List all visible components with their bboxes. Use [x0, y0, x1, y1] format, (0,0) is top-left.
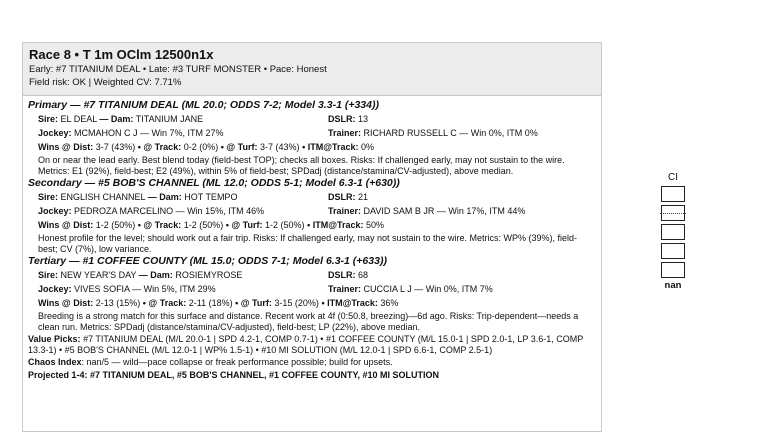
dslr-label: DSLR: — [328, 114, 356, 124]
itm-track-label: • ITM@Track: — [302, 142, 359, 152]
projected-label: Projected 1-4: — [28, 369, 88, 380]
jockey-value: MCMAHON C J — Win 7%, ITM 27% — [74, 128, 224, 138]
wins-turf-label: • @ Turf: — [220, 142, 258, 152]
wins-turf-value: 3-7 (43%) — [260, 142, 300, 152]
ci-label: CI — [668, 172, 678, 183]
itm-track-label: • ITM@Track: — [307, 220, 364, 230]
dslr-value: 21 — [358, 192, 369, 202]
wins-turf-label: • @ Turf: — [235, 298, 272, 308]
ci-widget — [658, 172, 688, 291]
value-picks-label: Value Picks: — [28, 334, 81, 344]
trainer-value: CUCCIA L J — Win 0%, ITM 7% — [363, 284, 493, 294]
wins-track-label: • @ Track: — [137, 142, 182, 152]
sire-label: Sire: — [38, 270, 59, 280]
race-title: Race 8 • T 1m OClm 12500n1x — [29, 47, 214, 62]
itm-track-value: 36% — [380, 298, 399, 308]
wins-turf-label: • @ Turf: — [225, 220, 263, 230]
race-header — [23, 43, 601, 96]
trainer-value: DAVID SAM B JR — Win 17%, ITM 44% — [363, 206, 526, 216]
dslr-label: DSLR: — [328, 270, 356, 280]
jockey-value: VIVES SOFIA — Win 5%, ITM 29% — [74, 284, 216, 294]
value-picks-text: #7 TITANIUM DEAL (M/L 20.0-1 | SPD 4.2-1, COMP 0.7-1) • #1 COFFEE COUNTY (M/L 15.0-1 | SPD 2.0-1, LP 3.6-1, COMP 13.3-1) • #5 BOB'S CHANNEL (M/L 12.0-1 | WP% 1.5-1) • #10 MI SOLUTION (M/L 12.0-1 | SPD 6.6-1, COMP 2.5-1) — [28, 334, 584, 355]
wins-turf-value: 3-15 (20%) — [274, 298, 319, 308]
dslr-cell — [328, 190, 368, 204]
connections-row — [38, 126, 596, 140]
itm-track-label: • ITM@Track: — [321, 298, 378, 308]
projected-order — [28, 370, 596, 381]
pick-note: On or near the lead early. Best blend today (field-best TOP); checks all boxes. Risks: If challenged early, may not sustain to the wire. Metrics: E1 (92%), field-best; E2 (49%), within 5% of field-best; SPDadj (distance/stamina/CV-adjusted), above median. — [38, 155, 565, 176]
sire-value: NEW YEAR'S DAY — [60, 270, 137, 280]
field-risk: Field risk: OK | Weighted CV: 7.71% — [29, 77, 182, 88]
pick-note: Breeding is a strong match for this surface and distance. Recent work at 4f (0:50.8, breezing)—6d ago. Risks: Trip-dependent—needs a clean run. Metrics: SPDadj (distance/stamina/CV-adjusted), field-best; LP (22%), above median. — [38, 311, 579, 332]
jockey-value: PEDROZA MARCELINO — Win 15%, ITM 46% — [74, 206, 265, 216]
ci-box — [661, 224, 685, 240]
pedigree-row — [38, 190, 596, 204]
dslr-label: DSLR: — [328, 192, 356, 202]
ci-box — [661, 205, 685, 221]
wins-dist-value: 3-7 (43%) — [95, 142, 136, 152]
trainer-cell — [328, 126, 538, 140]
trainer-cell — [328, 204, 525, 218]
dslr-cell — [328, 112, 368, 126]
dam-label: — Dam: — [99, 114, 134, 124]
wins-dist-value: 1-2 (50%) — [95, 220, 136, 230]
projected-text: #7 TITANIUM DEAL, #5 BOB'S CHANNEL, #1 COFFEE COUNTY, #10 MI SOLUTION — [87, 369, 440, 380]
sire-value: EL DEAL — [60, 114, 97, 124]
wins-track-label: • @ Track: — [142, 298, 187, 308]
pick-block — [28, 177, 596, 254]
wins-turf-value: 1-2 (50%) — [265, 220, 305, 230]
chaos-label: Chaos Index — [28, 357, 82, 367]
sire-label: Sire: — [38, 192, 59, 202]
pick-heading: Secondary — #5 BOB'S CHANNEL (ML 12.0; ODDS 5-1; Model 6.3-1 (+630)) — [28, 177, 400, 189]
pace-summary: Early: #7 TITANIUM DEAL • Late: #3 TURF MONSTER • Pace: Honest — [29, 64, 327, 75]
ci-value: nan — [664, 280, 682, 291]
wins-dist-label: Wins @ Dist: — [38, 298, 94, 308]
ci-box — [661, 186, 685, 202]
pick-block — [28, 99, 596, 176]
ci-box — [661, 262, 685, 278]
itm-track-value: 0% — [361, 142, 375, 152]
dam-label: — Dam: — [147, 192, 182, 202]
trainer-cell — [328, 282, 493, 296]
trainer-label: Trainer: — [328, 128, 362, 138]
chaos-text: : nan/5 — wild—pace collapse or freak performance possible; build for upsets. — [81, 357, 393, 367]
wins-dist-value: 2-13 (15%) — [95, 298, 141, 308]
wins-track-label: • @ Track: — [137, 220, 182, 230]
dslr-value: 68 — [358, 270, 369, 280]
jockey-label: Jockey: — [38, 128, 72, 138]
chaos-index — [28, 357, 596, 368]
trainer-value: RICHARD RUSSELL C — Win 0%, ITM 0% — [363, 128, 538, 138]
dam-value: ROSIEMYROSE — [175, 270, 243, 280]
pedigree-row — [38, 112, 596, 126]
wins-track-value: 2-11 (18%) — [188, 298, 233, 308]
wins-dist-label: Wins @ Dist: — [38, 142, 94, 152]
wins-row — [38, 140, 596, 154]
wins-dist-label: Wins @ Dist: — [38, 220, 94, 230]
pedigree-row — [38, 268, 596, 282]
pick-block — [28, 255, 596, 332]
ci-box — [661, 243, 685, 259]
race-card — [22, 42, 602, 432]
pick-heading: Primary — #7 TITANIUM DEAL (ML 20.0; ODDS 7-2; Model 3.3-1 (+334)) — [28, 99, 379, 111]
connections-row — [38, 282, 596, 296]
dam-label: — Dam: — [138, 270, 173, 280]
jockey-label: Jockey: — [38, 206, 72, 216]
picks-section — [23, 96, 601, 380]
dslr-value: 13 — [358, 114, 369, 124]
sire-label: Sire: — [38, 114, 59, 124]
wins-track-value: 1-2 (50%) — [183, 220, 224, 230]
pick-note: Honest profile for the level; should work out a fair trip. Risks: If challenged early, may not sustain to the wire. Metrics: WP% (39%), field-best; CV (7%), low variance. — [38, 233, 578, 254]
jockey-label: Jockey: — [38, 284, 72, 294]
sire-value: ENGLISH CHANNEL — [60, 192, 146, 202]
trainer-label: Trainer: — [328, 284, 362, 294]
dslr-cell — [328, 268, 368, 282]
pick-heading: Tertiary — #1 COFFEE COUNTY (ML 15.0; ODDS 7-1; Model 6.3-1 (+633)) — [28, 255, 387, 267]
wins-track-value: 0-2 (0%) — [183, 142, 219, 152]
value-picks — [28, 334, 596, 355]
wins-row — [38, 218, 596, 232]
wins-row — [38, 296, 596, 310]
itm-track-value: 50% — [366, 220, 385, 230]
connections-row — [38, 204, 596, 218]
dam-value: TITANIUM JANE — [135, 114, 204, 124]
dam-value: HOT TEMPO — [184, 192, 238, 202]
trainer-label: Trainer: — [328, 206, 362, 216]
